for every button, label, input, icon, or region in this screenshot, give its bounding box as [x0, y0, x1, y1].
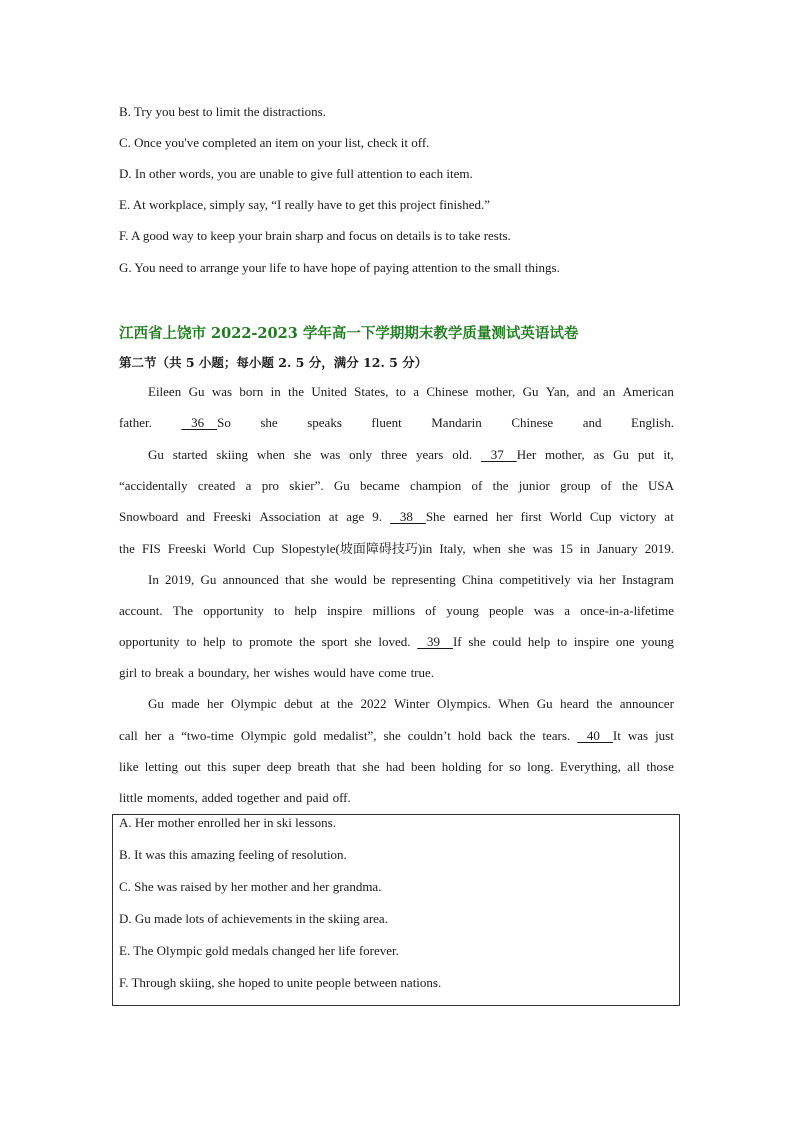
word: holding — [441, 759, 482, 774]
answer-blank: 37 — [480, 447, 517, 462]
word: for — [487, 759, 503, 774]
word: moments, — [146, 790, 198, 805]
answer-blank: 38 — [390, 509, 426, 524]
word: in — [270, 384, 281, 399]
passage-line — [119, 509, 674, 525]
word: and — [582, 415, 602, 430]
word: born — [239, 384, 264, 399]
word: opportunity — [119, 634, 180, 649]
passage-line — [119, 665, 674, 681]
word: girl — [119, 665, 138, 680]
word: In — [148, 572, 159, 587]
word: when — [472, 541, 501, 556]
passage-line — [119, 603, 674, 619]
word: she — [383, 728, 401, 743]
word: 2022 — [360, 696, 387, 711]
word: account. — [119, 603, 163, 618]
word: Winter — [393, 696, 430, 711]
word: Gu — [536, 696, 553, 711]
word: Freeski — [213, 509, 252, 524]
box-option-b: B. It was this amazing feeling of resolution. — [119, 847, 347, 862]
word: Olympics. — [436, 696, 491, 711]
word: inspire — [326, 603, 363, 618]
word: Gu — [333, 478, 350, 493]
word: been — [410, 759, 436, 774]
word: group — [560, 478, 591, 493]
word: age — [346, 509, 365, 524]
word: in — [579, 541, 591, 556]
word: pro — [261, 478, 280, 493]
word: the — [288, 384, 304, 399]
word: Olympic — [240, 728, 287, 743]
word: heard — [560, 696, 589, 711]
answer-blank: 40 — [577, 728, 613, 743]
word: the — [621, 478, 638, 493]
word: a — [168, 728, 175, 743]
option-b: B. Try you best to limit the distractions. — [119, 104, 326, 119]
word: out — [184, 759, 201, 774]
word: be — [373, 572, 386, 587]
word: come — [378, 665, 407, 680]
word: millions — [372, 603, 416, 618]
word: loved. — [378, 634, 411, 649]
word: champion — [409, 478, 462, 493]
word: Association — [259, 509, 321, 524]
option-c: C. Once you've completed an item on your list, check it off. — [119, 135, 430, 150]
word: super — [232, 759, 261, 774]
word: the — [337, 696, 354, 711]
word: back — [487, 728, 513, 743]
word: deep — [266, 759, 292, 774]
word: the — [519, 728, 536, 743]
word: those — [646, 759, 674, 774]
word: a — [564, 603, 570, 618]
word: Snowboard — [119, 509, 179, 524]
word: that — [285, 572, 305, 587]
word: became — [360, 478, 400, 493]
word: Olympic — [231, 696, 277, 711]
word: added — [201, 790, 233, 805]
option-g: G. You need to arrange your life to have hope of paying attention to the small things. — [119, 260, 560, 275]
word: USA — [647, 478, 674, 493]
word: this — [207, 759, 227, 774]
word: and — [576, 384, 596, 399]
word: at — [664, 509, 674, 524]
word: would — [313, 665, 346, 680]
word: “accidentally — [119, 478, 188, 493]
word: announced — [222, 572, 279, 587]
word: Gu — [148, 696, 164, 711]
word: her — [144, 728, 162, 743]
word: first — [520, 509, 542, 524]
passage-line — [119, 790, 674, 806]
word: Everything, — [559, 759, 621, 774]
word: Gu — [188, 384, 205, 399]
word: was — [532, 541, 553, 556]
word: fluent — [371, 415, 402, 430]
option-f: F. A good way to keep your brain sharp and focus on details is to take rests. — [119, 228, 511, 243]
box-option-f: F. Through skiing, she hoped to unite people between nations. — [119, 975, 442, 990]
word: she — [310, 572, 329, 587]
word: opportunity — [203, 603, 264, 618]
word: she — [293, 447, 312, 462]
word: January — [597, 541, 638, 556]
box-option-a: A. Her mother enrolled her in ski lessons. — [119, 815, 336, 830]
box-option-c: C. She was raised by her mother and her grandma. — [119, 879, 382, 894]
word: just — [655, 728, 674, 743]
exam-title: 江西省上饶市 2022-2023 学年高一下学期期末教学质量测试英语试卷 — [119, 325, 579, 342]
word: Cup — [252, 541, 275, 556]
word: her — [496, 509, 513, 524]
word: the — [119, 541, 135, 556]
word: “two-time — [181, 728, 234, 743]
word: that — [336, 759, 356, 774]
passage-line — [148, 447, 674, 463]
word: she — [508, 541, 526, 556]
word: Cup — [589, 509, 612, 524]
word: father. — [119, 415, 152, 430]
word: Italy, — [439, 541, 466, 556]
word: the — [299, 634, 315, 649]
word: Slopestyle(坡面障碍技巧)in — [281, 541, 433, 556]
word: the — [492, 478, 509, 493]
word: 2019, — [165, 572, 195, 587]
word: was — [533, 603, 555, 618]
word: Gu — [148, 447, 164, 462]
word: When — [498, 696, 530, 711]
word: one — [615, 634, 635, 649]
word: little — [119, 790, 143, 805]
word: started — [172, 447, 208, 462]
word: 37 Her — [480, 447, 537, 462]
word: 15 — [559, 541, 573, 556]
word: years — [415, 447, 444, 462]
word: break — [155, 665, 185, 680]
word: junior — [518, 478, 550, 493]
word: World — [549, 509, 582, 524]
word: Chinese — [511, 415, 554, 430]
word: China — [462, 572, 494, 587]
word: to — [274, 603, 285, 618]
word: promote — [249, 634, 293, 649]
word: at — [328, 509, 339, 524]
word: she — [362, 759, 380, 774]
word: Freeski — [167, 541, 207, 556]
word: World — [213, 541, 246, 556]
word: call — [119, 728, 138, 743]
word: made — [171, 696, 200, 711]
word: Mandarin — [431, 415, 482, 430]
word: when — [256, 447, 286, 462]
word: via — [576, 572, 593, 587]
word: 40 It — [577, 728, 621, 743]
word: an — [602, 384, 616, 399]
word: earned — [453, 509, 488, 524]
word: together — [236, 790, 280, 805]
word: tears. — [542, 728, 571, 743]
word: United — [311, 384, 347, 399]
passage-line — [119, 759, 674, 775]
word: The — [172, 603, 194, 618]
word: 2019. — [644, 541, 674, 556]
word: young — [446, 603, 479, 618]
passage-line — [119, 728, 674, 744]
word: FIS — [142, 541, 161, 556]
passage-line — [119, 634, 674, 650]
word: Yan, — [545, 384, 570, 399]
word: 36 So — [181, 415, 231, 430]
word: English. — [631, 415, 674, 430]
word: could — [492, 634, 522, 649]
word: so — [509, 759, 521, 774]
word: have — [349, 665, 375, 680]
word: was — [627, 728, 649, 743]
word: help — [294, 603, 317, 618]
word: Gu — [522, 384, 539, 399]
word: speaks — [307, 415, 342, 430]
word: sport — [321, 634, 348, 649]
word: medalist”, — [323, 728, 377, 743]
word: mother, — [475, 384, 516, 399]
passage-line — [119, 541, 674, 557]
word: Gu — [613, 447, 630, 462]
word: of — [425, 603, 437, 618]
word: to — [186, 634, 197, 649]
word: her — [599, 572, 616, 587]
word: three — [381, 447, 408, 462]
word: and — [283, 790, 303, 805]
word: 9. — [372, 509, 383, 524]
word: victory — [619, 509, 657, 524]
word: Gu — [200, 572, 217, 587]
word: boundary, — [197, 665, 250, 680]
word: help — [527, 634, 551, 649]
word: the — [596, 696, 613, 711]
word: States, — [354, 384, 389, 399]
word: like — [119, 759, 139, 774]
word: old. — [452, 447, 473, 462]
word: debut — [283, 696, 313, 711]
word: paid — [306, 790, 329, 805]
word: wishes — [273, 665, 310, 680]
word: Eileen — [148, 384, 182, 399]
word: was — [320, 447, 341, 462]
section-title: 第二节（共 5 小题；每小题 2. 5 分，满分 12. 5 分） — [119, 355, 428, 370]
box-option-d: D. Gu made lots of achievements in the skiing area. — [119, 911, 388, 926]
word: off. — [332, 790, 351, 805]
word: to — [232, 634, 243, 649]
word: American — [622, 384, 674, 399]
word: people — [488, 603, 524, 618]
word: of — [471, 478, 483, 493]
word: was — [211, 384, 233, 399]
word: her — [253, 665, 270, 680]
word: inspire — [573, 634, 610, 649]
word: she — [354, 634, 372, 649]
answer-blank: 36 — [181, 415, 218, 430]
passage-line — [148, 696, 674, 712]
word: she — [260, 415, 278, 430]
word: she — [468, 634, 486, 649]
word: a — [245, 478, 252, 493]
word: of — [600, 478, 612, 493]
word: gold — [293, 728, 317, 743]
word: a — [413, 384, 420, 399]
word: as — [593, 447, 605, 462]
word: all — [627, 759, 641, 774]
word: 38 She — [390, 509, 446, 524]
word: skier”. — [289, 478, 324, 493]
option-d: D. In other words, you are unable to give full attention to each item. — [119, 166, 473, 181]
word: letting — [144, 759, 179, 774]
word: had — [385, 759, 405, 774]
passage-line — [119, 478, 674, 494]
word: mother, — [545, 447, 585, 462]
word: true. — [410, 665, 435, 680]
word: competitively — [499, 572, 571, 587]
word: her — [206, 696, 224, 711]
option-e: E. At workplace, simply say, “I really have to get this project finished.” — [119, 197, 490, 212]
passage-line — [119, 415, 674, 431]
word: Instagram — [621, 572, 674, 587]
word: long. — [527, 759, 554, 774]
word: it, — [663, 447, 674, 462]
word: to — [395, 384, 406, 399]
answer-blank: 39 — [417, 634, 453, 649]
box-option-e: E. The Olympic gold medals changed her life forever. — [119, 943, 399, 958]
word: 39 If — [417, 634, 462, 649]
word: hold — [457, 728, 481, 743]
word: skiing — [216, 447, 249, 462]
word: representing — [391, 572, 456, 587]
word: young — [641, 634, 674, 649]
word: couldn’t — [407, 728, 451, 743]
word: announcer — [619, 696, 674, 711]
passage-line — [148, 572, 674, 588]
word: breath — [297, 759, 331, 774]
word: to — [557, 634, 568, 649]
word: Chinese — [426, 384, 469, 399]
word: to — [141, 665, 152, 680]
word: would — [334, 572, 367, 587]
word: put — [637, 447, 655, 462]
word: only — [349, 447, 373, 462]
word: at — [320, 696, 330, 711]
passage-line — [148, 384, 674, 400]
word: help — [203, 634, 226, 649]
word: a — [188, 665, 194, 680]
word: and — [186, 509, 206, 524]
word: once-in-a-lifetime — [580, 603, 674, 618]
word: created — [197, 478, 236, 493]
